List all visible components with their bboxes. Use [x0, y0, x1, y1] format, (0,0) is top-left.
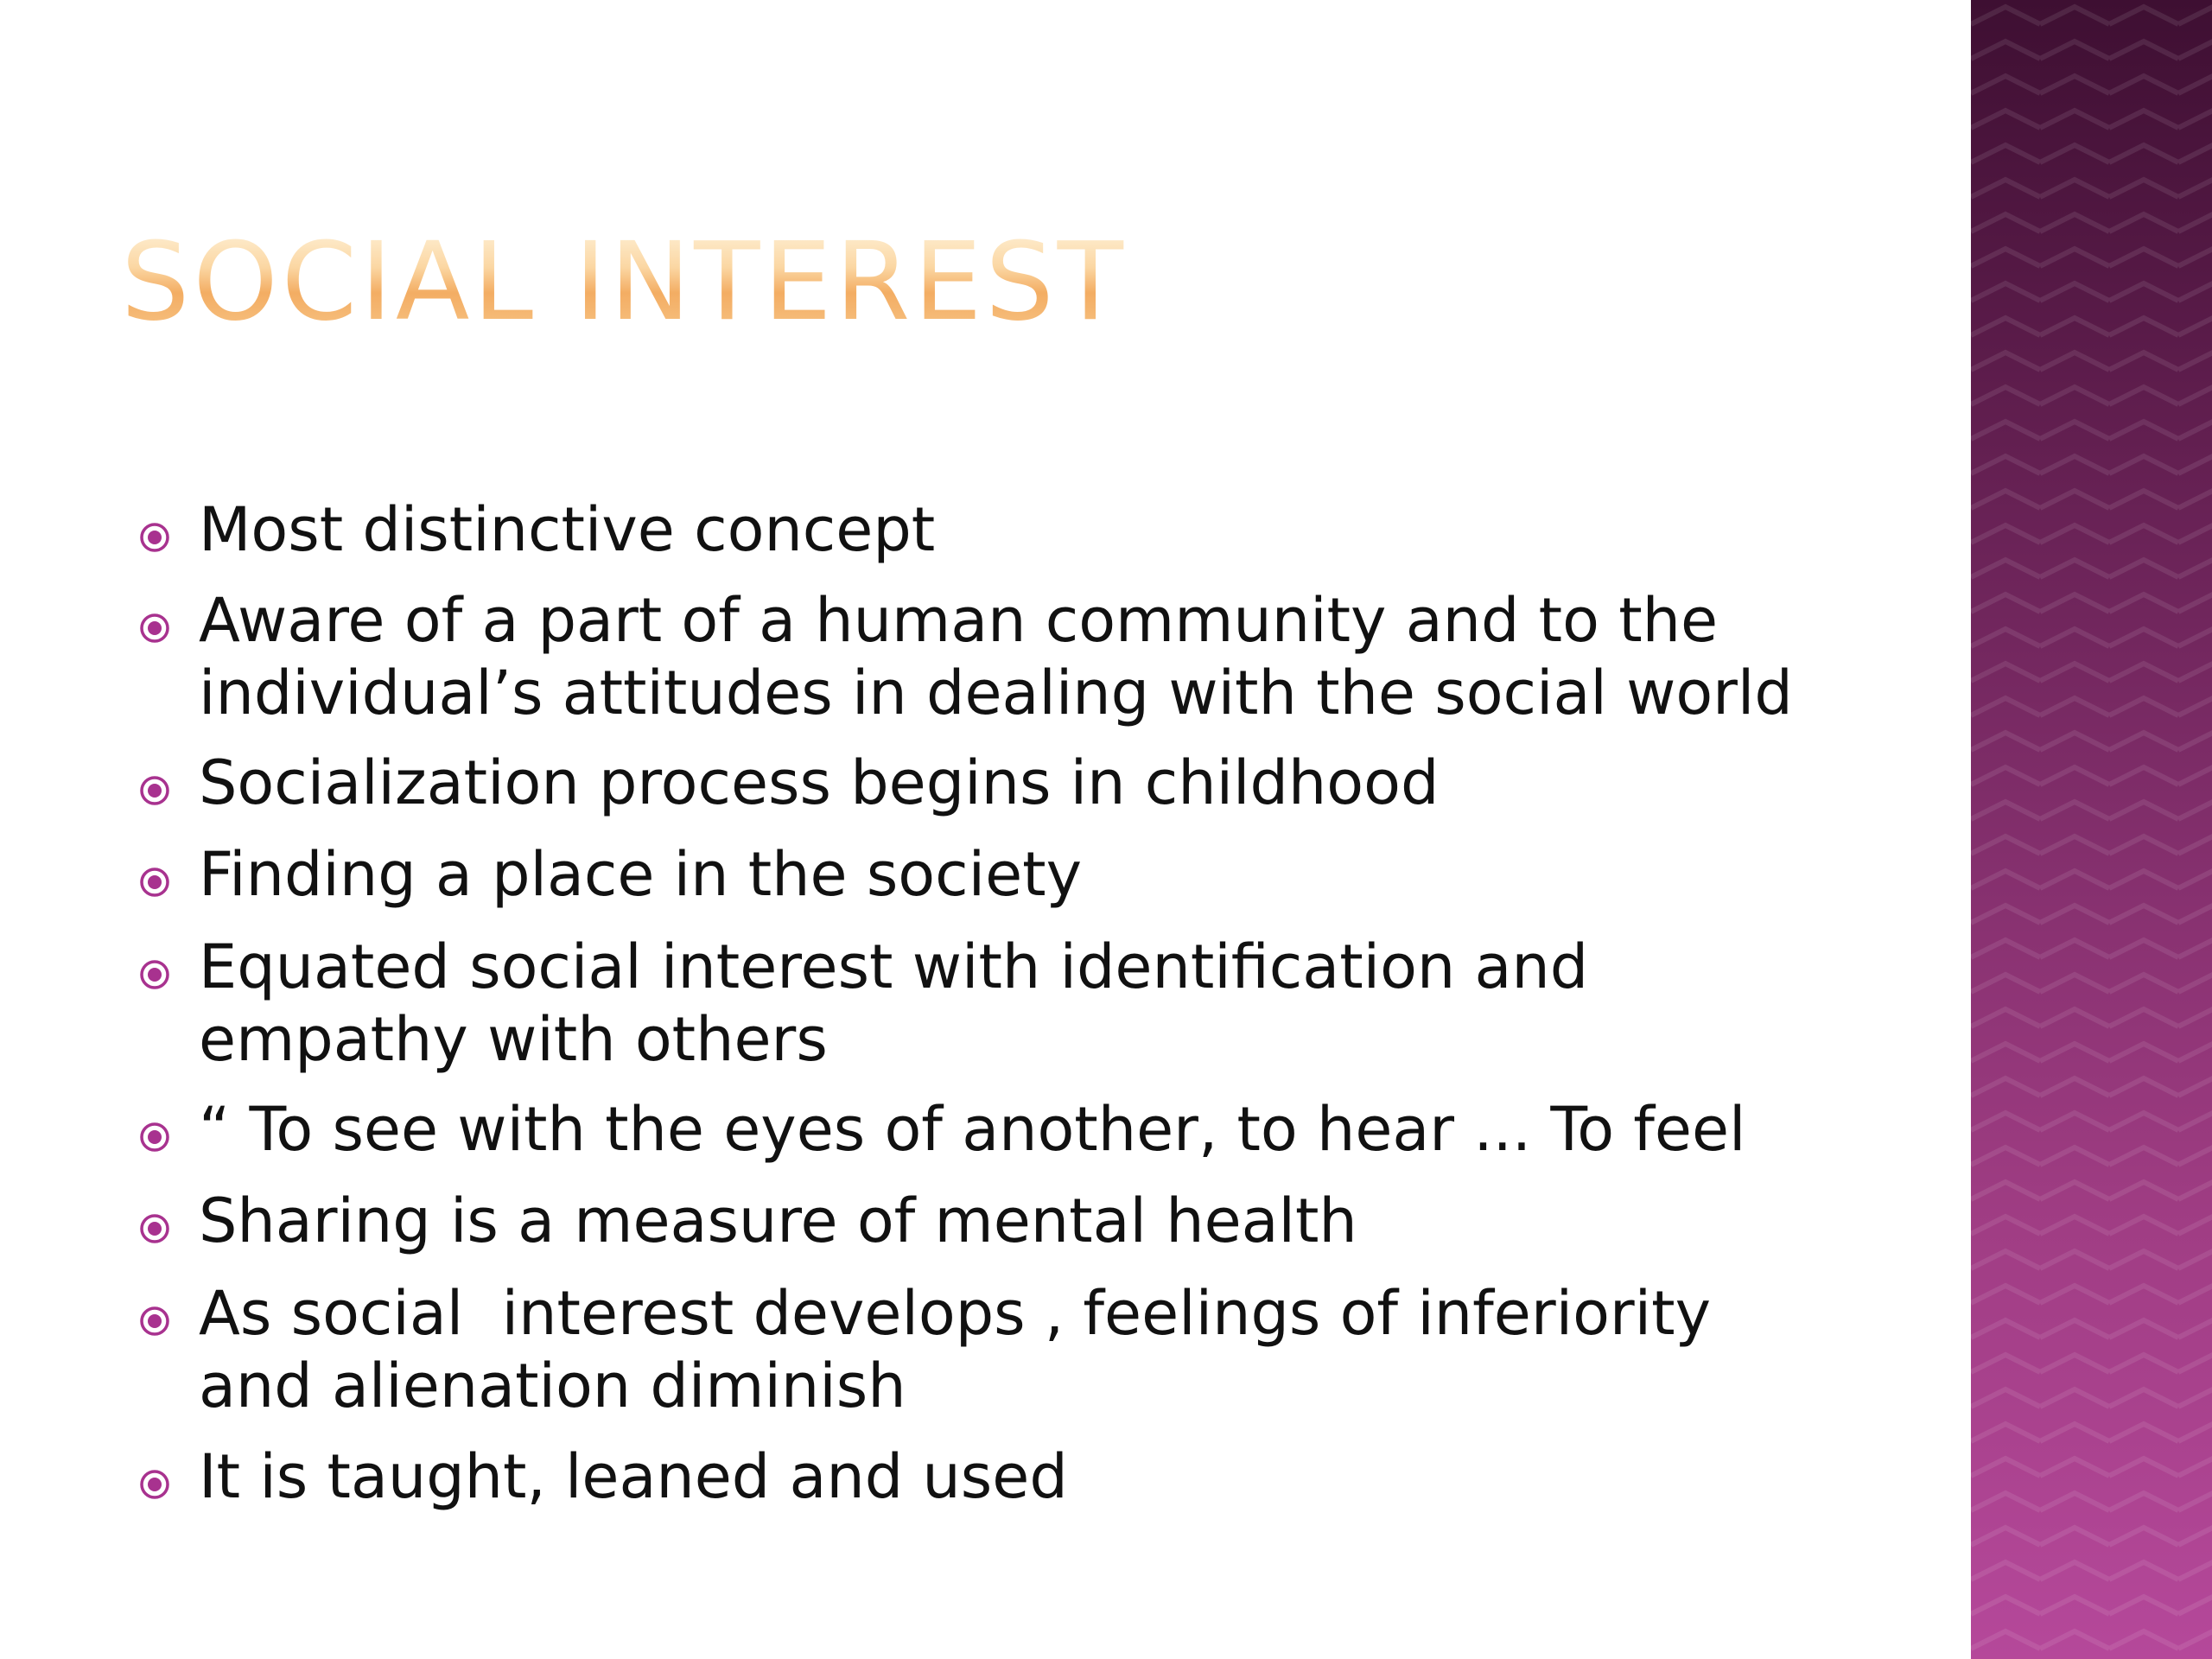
bullet-text: Aware of a part of a human community and to the individual’s attitudes in dealing with the social world: [199, 585, 1793, 728]
bullet-text: “ To see with the eyes of another, to hear ... To feel: [199, 1094, 1746, 1165]
circled-dot-icon: [138, 958, 171, 991]
side-band-pattern: [1971, 0, 2212, 1659]
circled-dot-icon: [138, 774, 171, 807]
bullet-text: It is taught, leaned and used: [199, 1441, 1068, 1512]
bullet-text: Finding a place in the society: [199, 839, 1083, 910]
circled-dot-icon: [138, 866, 171, 899]
slide-title: SOCIAL INTEREST: [121, 218, 1127, 347]
circled-dot-icon: [138, 521, 171, 554]
circled-dot-icon: [138, 1121, 171, 1154]
circled-dot-icon: [138, 1468, 171, 1501]
decorative-side-band: [1971, 0, 2212, 1659]
circled-dot-icon: [138, 612, 171, 645]
circled-dot-icon: [138, 1212, 171, 1245]
bullet-text: Socialization process begins in childhood: [199, 747, 1440, 818]
bullet-text: As social interest develops , feelings of inferiority and alienation diminish: [199, 1278, 1711, 1421]
bullet-text: Sharing is a measure of mental health: [199, 1185, 1357, 1256]
bullet-text: Equated social interest with identification and empathy with others: [199, 931, 1589, 1075]
circled-dot-icon: [138, 1305, 171, 1338]
bullet-text: Most distinctive concept: [199, 494, 936, 565]
